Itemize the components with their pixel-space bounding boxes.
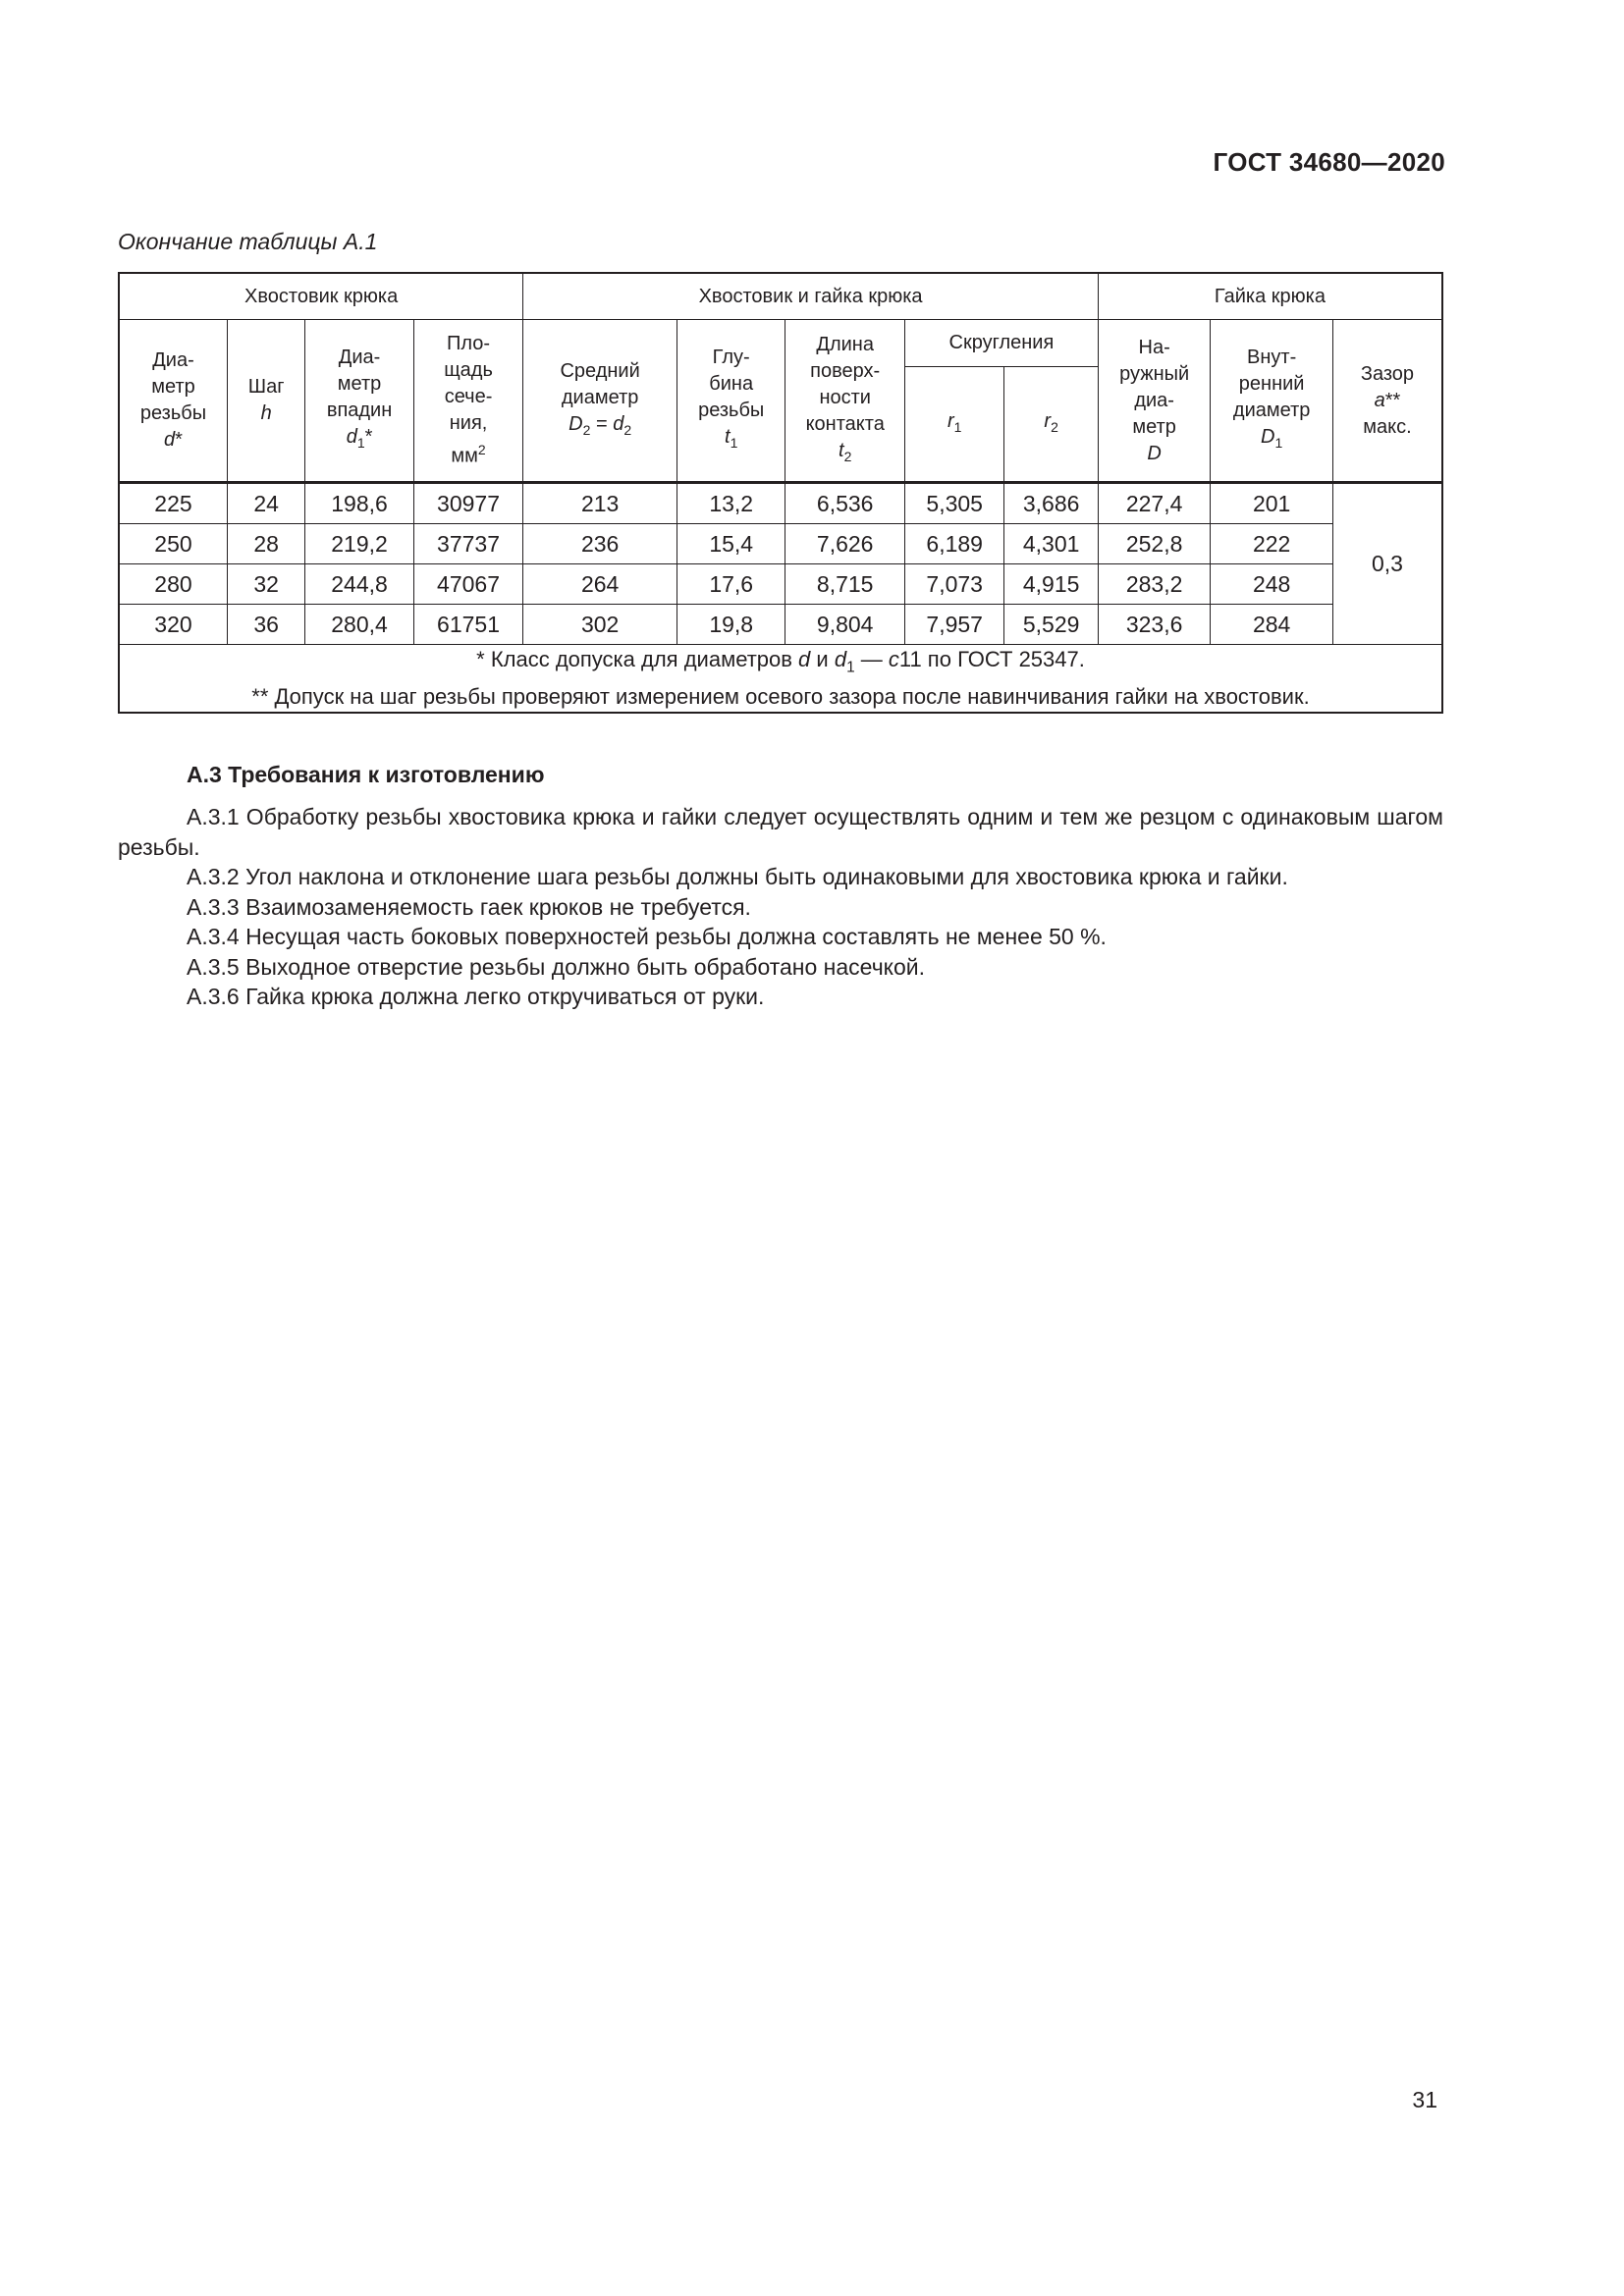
paragraph: А.3.1 Обработку резьбы хвостовика крюка и гайки следует осуществлять одним и тем же резцом с одинаковым шагом резьбы. <box>118 804 1443 860</box>
table-cell: 7,957 <box>904 605 1003 645</box>
col-header-outer-diameter: На- ружный диа- метр D <box>1098 320 1211 483</box>
table-cell: 7,626 <box>785 524 905 564</box>
col-header-thread-depth: Глу- бина резьбы $t_1$ <box>677 320 785 483</box>
table-cell: 236 <box>523 524 677 564</box>
table-cell: 13,2 <box>677 483 785 524</box>
col-header-inner-diameter: Внут- ренний диаметр $D_1$ <box>1211 320 1333 483</box>
table-row <box>119 605 1442 645</box>
table-caption: Окончание таблицы А.1 <box>118 229 378 254</box>
table-cell: 4,301 <box>1004 524 1098 564</box>
table-cell: 36 <box>227 605 304 645</box>
table-cell: 244,8 <box>305 564 413 605</box>
table-cell: 8,715 <box>785 564 905 605</box>
page-number: 31 <box>1412 2087 1437 2112</box>
gap-value-cell: 0,3 <box>1332 483 1442 645</box>
col-header-pitch: Шаг h <box>227 320 304 483</box>
spec-table <box>118 272 1443 714</box>
table-cell: 3,686 <box>1004 483 1098 524</box>
paragraph: А.3.2 Угол наклона и отклонение шага резьбы должны быть одинаковыми для хвостовика крюка и гайки. <box>187 864 1288 889</box>
group-header-nut: Гайка крюка <box>1098 273 1442 320</box>
table-cell: 201 <box>1211 483 1333 524</box>
table-cell: 7,073 <box>904 564 1003 605</box>
table-cell: 280,4 <box>305 605 413 645</box>
paragraph: А.3.4 Несущая часть боковых поверхностей резьбы должна составлять не менее 50 %. <box>187 924 1107 949</box>
table-cell: 6,189 <box>904 524 1003 564</box>
table-cell: 284 <box>1211 605 1333 645</box>
col-header-contact-length: Длина поверх- ности контакта $t_2$ <box>785 320 905 483</box>
table-cell: 5,529 <box>1004 605 1098 645</box>
table-row <box>119 483 1442 524</box>
table-cell: 250 <box>119 524 227 564</box>
table-row <box>119 524 1442 564</box>
footnote-tolerance-class: * Класс допуска для диаметров d и $d_1$ — c11 по ГОСТ 25347. <box>476 647 1085 676</box>
col-header-root-diameter: Диа- метр впадин $d_1*$ <box>305 320 413 483</box>
table-cell: 264 <box>523 564 677 605</box>
table-cell: 32 <box>227 564 304 605</box>
table-cell: 61751 <box>413 605 523 645</box>
table-cell: 47067 <box>413 564 523 605</box>
table-cell: 252,8 <box>1098 524 1211 564</box>
group-header-shank-and-nut: Хвостовик и гайка крюка <box>523 273 1099 320</box>
table-cell: 5,305 <box>904 483 1003 524</box>
paragraph: А.3.6 Гайка крюка должна легко откручиваться от руки. <box>187 984 765 1009</box>
table-footnotes <box>119 645 1442 714</box>
table-cell: 227,4 <box>1098 483 1211 524</box>
col-header-r1: $r_1$ <box>904 367 1003 483</box>
document-header: ГОСТ 34680—2020 <box>1213 147 1445 177</box>
table-cell: 219,2 <box>305 524 413 564</box>
col-header-mean-diameter: Средний диаметр $D_2 = d_2$ <box>523 320 677 483</box>
table-cell: 320 <box>119 605 227 645</box>
table-cell: 15,4 <box>677 524 785 564</box>
col-header-roundings: Скругления <box>904 320 1098 367</box>
table-cell: 283,2 <box>1098 564 1211 605</box>
table-cell: 323,6 <box>1098 605 1211 645</box>
table-cell: 222 <box>1211 524 1333 564</box>
table-cell: 24 <box>227 483 304 524</box>
table-cell: 9,804 <box>785 605 905 645</box>
table-cell: 17,6 <box>677 564 785 605</box>
section-body <box>118 802 1443 1012</box>
col-header-section-area: Пло- щадь сече- ния, $мм^2$ <box>413 320 523 483</box>
table-cell: 19,8 <box>677 605 785 645</box>
table-cell: 4,915 <box>1004 564 1098 605</box>
table-row <box>119 564 1442 605</box>
group-header-shank: Хвостовик крюка <box>119 273 523 320</box>
table-cell: 248 <box>1211 564 1333 605</box>
table-cell: 37737 <box>413 524 523 564</box>
col-header-gap-max: Зазор a** макс. <box>1332 320 1442 483</box>
paragraph: А.3.5 Выходное отверстие резьбы должно быть обработано насечкой. <box>187 953 926 980</box>
col-header-r2: $r_2$ <box>1004 367 1098 483</box>
table-cell: 30977 <box>413 483 523 524</box>
table-cell: 28 <box>227 524 304 564</box>
footnote-pitch-tolerance: ** Допуск на шаг резьбы проверяют измерением осевого зазора после навинчивания гайки на хвостовик. <box>251 684 1310 710</box>
paragraph: А.3.3 Взаимозаменяемость гаек крюков не требуется. <box>187 893 751 920</box>
table-cell: 280 <box>119 564 227 605</box>
section-title: А.3 Требования к изготовлению <box>187 762 545 787</box>
table-cell: 6,536 <box>785 483 905 524</box>
col-header-thread-diameter: Диа- метр резьбы d* <box>119 320 227 483</box>
table-cell: 198,6 <box>305 483 413 524</box>
table-cell: 225 <box>119 483 227 524</box>
table-cell: 213 <box>523 483 677 524</box>
table-cell: 302 <box>523 605 677 645</box>
